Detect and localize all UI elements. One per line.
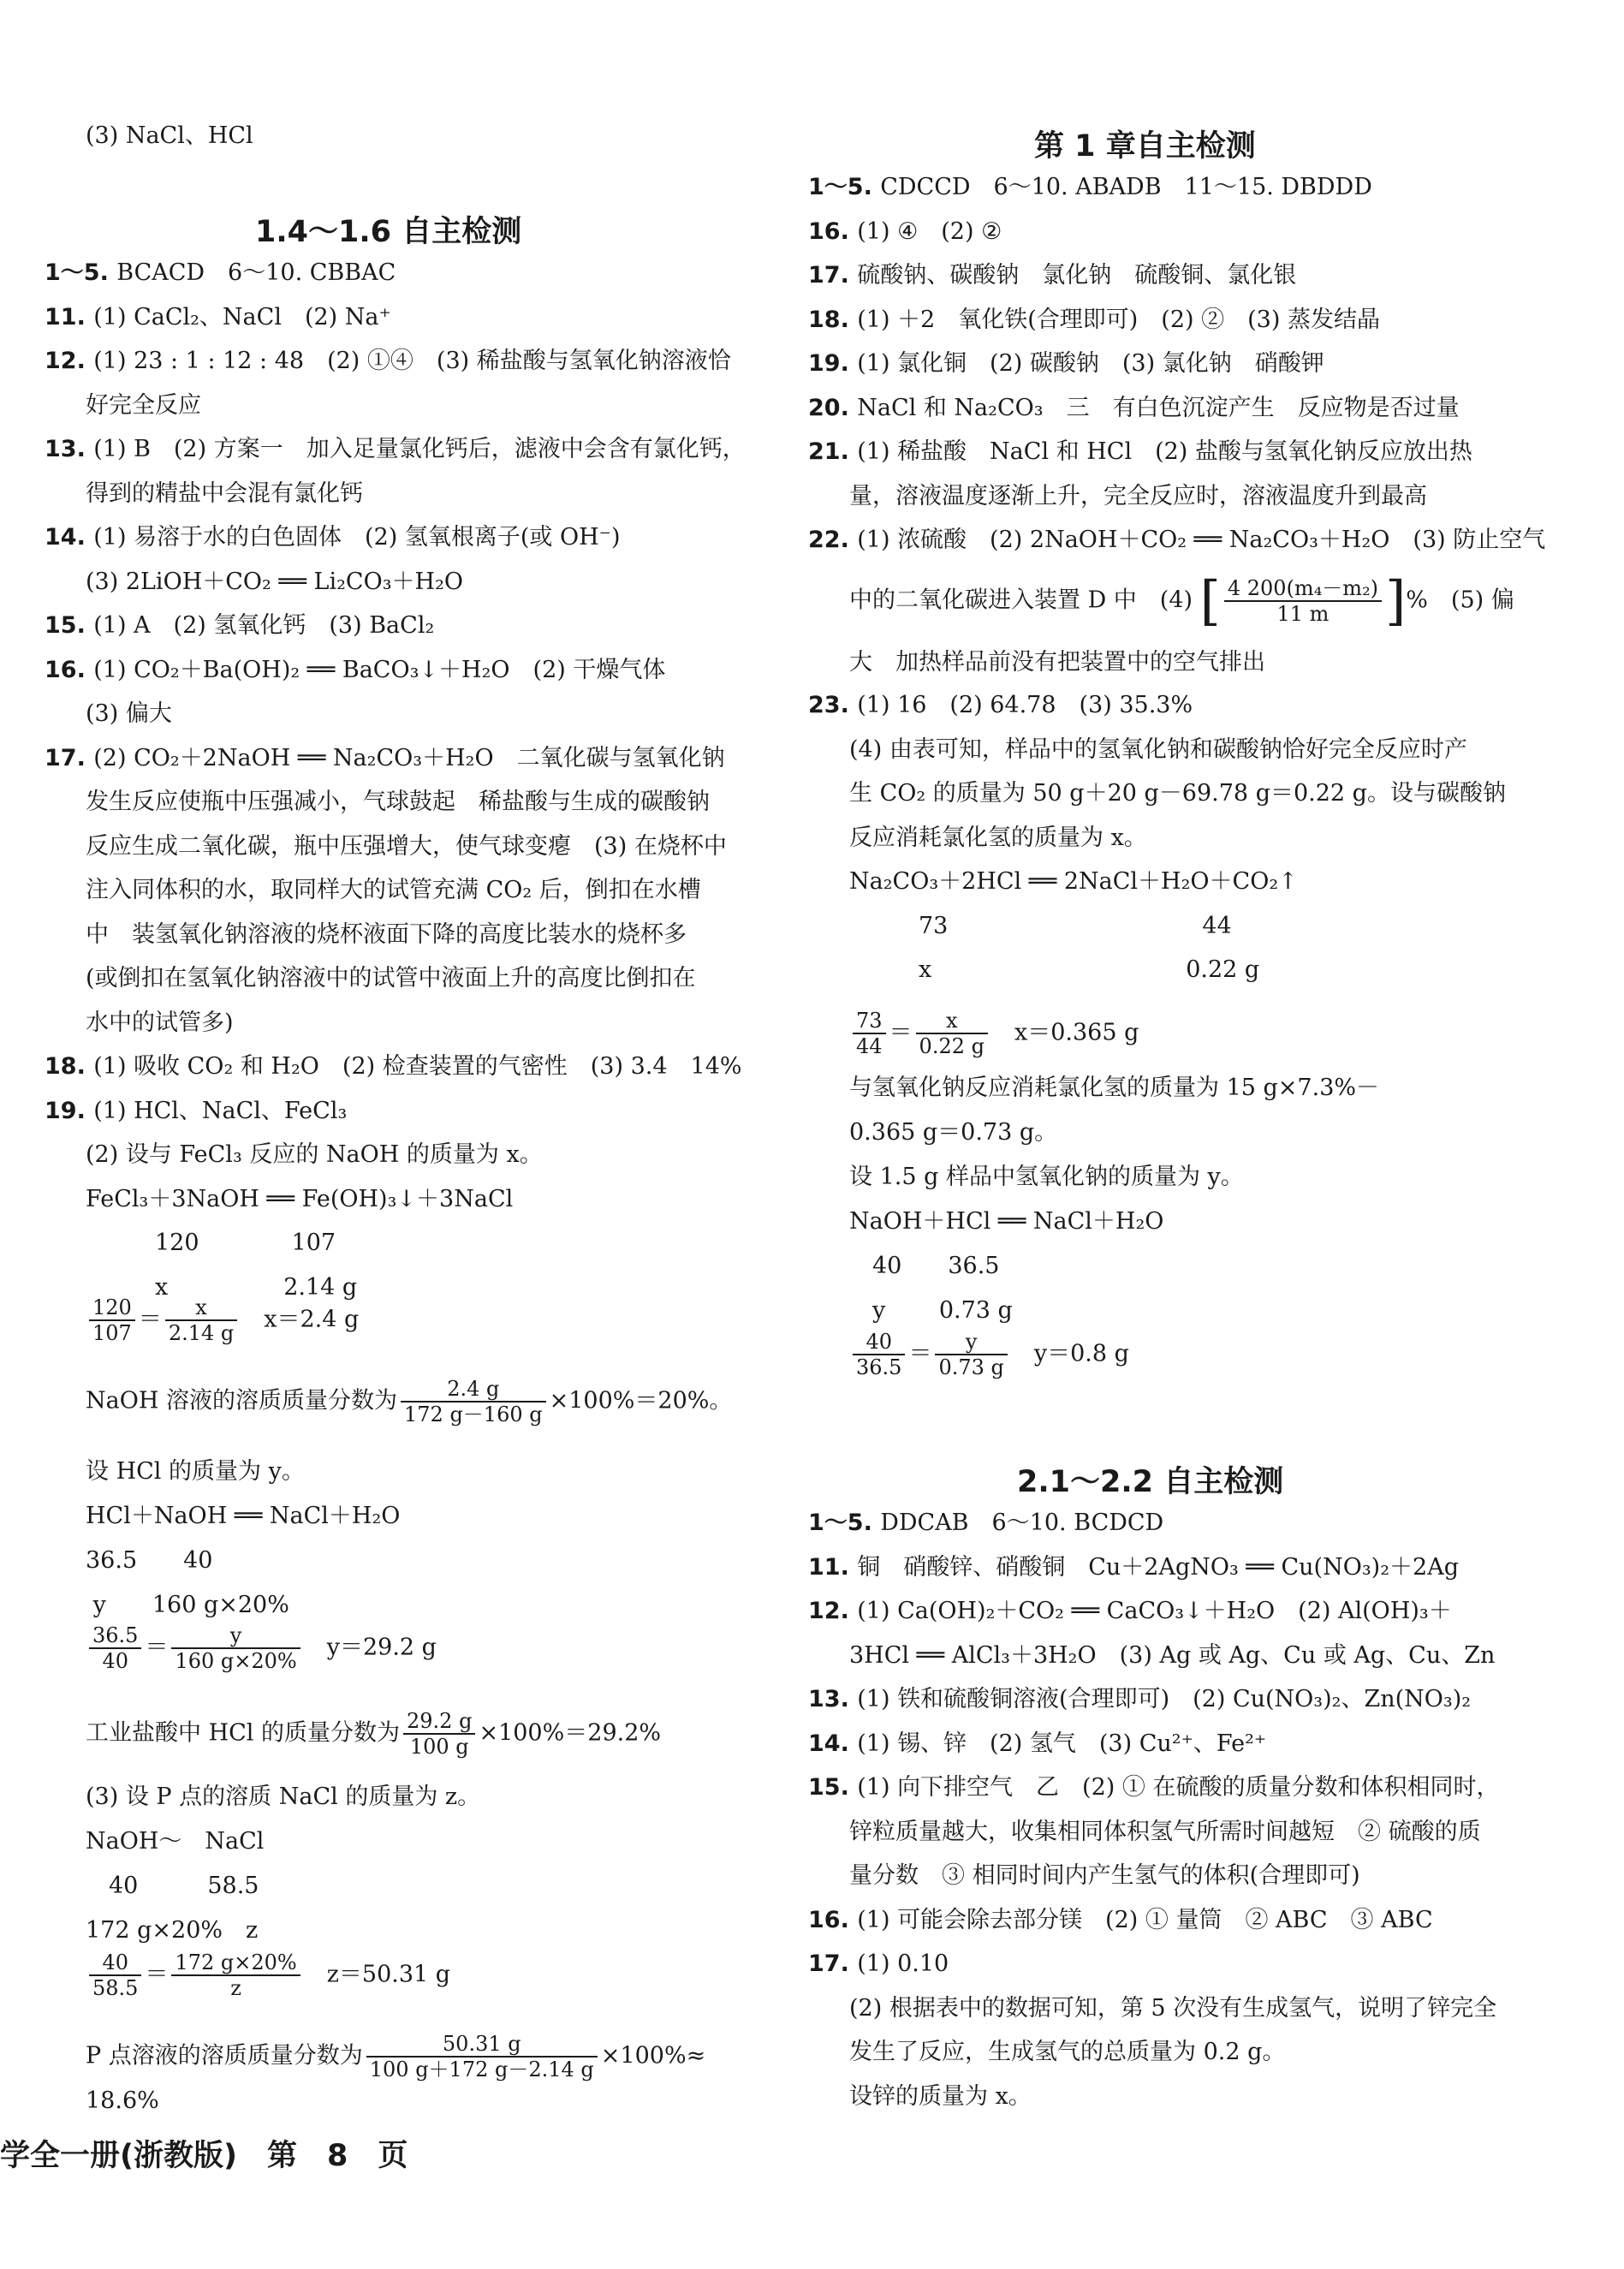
answer-text: Na₂CO₃＋2HCl ══ 2NaCl＋H₂O＋CO₂↑ xyxy=(849,868,1298,895)
answer-text: (或倒扣在氢氧化钠溶液中的试管中液面上升的高度比倒扣在 xyxy=(86,965,696,992)
fraction xyxy=(935,1331,1007,1378)
answer-line xyxy=(86,832,727,860)
text-line: 与氢氧化钠反应消耗氯化氢的质量为 15 g×7.3%－ xyxy=(849,1075,1380,1101)
answer-text: 120 107 xyxy=(86,1230,336,1256)
fraction xyxy=(1224,578,1382,624)
answer-line xyxy=(808,352,1324,375)
page-footer: 学全一册(浙教版) 第 8 页 xyxy=(0,2139,408,2173)
answer-text: (1) 浓硫酸 (2) 2NaOH＋CO₂ ══ Na₂CO₃＋H₂O (3) 防止空气 xyxy=(857,527,1546,553)
answer-line xyxy=(849,2040,1285,2064)
result: z＝50.31 g xyxy=(326,1961,451,1988)
denominator: 2.14 g xyxy=(168,1321,235,1345)
denominator: 160 g×20% xyxy=(175,1649,297,1673)
answer-text: 73 44 xyxy=(849,912,1232,939)
result: ×100%≈ xyxy=(600,2042,706,2069)
question-number: 19. xyxy=(808,350,858,377)
result: ×100%＝20%。 xyxy=(549,1387,733,1414)
question-number: 19. xyxy=(45,1097,94,1124)
question-number: 16. xyxy=(45,656,94,683)
row-line: 40 58.5 xyxy=(86,1873,259,1899)
answer-line xyxy=(45,744,725,771)
answer-line xyxy=(86,920,687,948)
answer-line xyxy=(808,528,1545,551)
equation-line: NaOH～ NaCl xyxy=(86,1828,265,1855)
question-number: 12. xyxy=(45,348,94,374)
answer-text: (1) CaCl₂、NaCl (2) Na⁺ xyxy=(93,303,391,331)
answer-text: (2) 根据表中的数据可知，第 5 次没有生成氢气，说明了锌完全 xyxy=(849,1994,1497,2022)
answer-line xyxy=(808,440,1472,463)
answer-text: 发生反应使瓶中压强减小，气球鼓起 稀盐酸与生成的碳酸钠 xyxy=(86,789,710,815)
answer-text: 反应生成二氧化碳，瓶中压强增大，使气球变瘪 (3) 在烧杯中 xyxy=(86,832,727,860)
fraction xyxy=(401,1379,546,1425)
answer-line xyxy=(45,438,746,461)
answer-line xyxy=(808,1553,1459,1581)
answer-line xyxy=(808,396,1460,420)
answer-line xyxy=(849,735,1467,763)
numerator: 73 xyxy=(853,1010,886,1034)
answer-line xyxy=(808,264,1296,287)
answer-text: (1) 稀盐酸 NaCl 和 HCl (2) 盐酸与氢氧化钠反应放出热 xyxy=(857,438,1472,465)
answer-text: 量分数 ③ 相同时间内产生氢气的体积(合理即可) xyxy=(849,1862,1360,1889)
answer-text: 注入同体积的水，取同样大的试管充满 CO₂ 后，倒扣在水槽 xyxy=(86,877,701,903)
denominator: 36.5 xyxy=(856,1355,902,1379)
question-number: 18. xyxy=(808,306,858,333)
answer-text: DDCAB 6～10. BCDCD xyxy=(880,1510,1164,1536)
numerator: 50.31 g xyxy=(366,2034,598,2058)
answer-text: FeCl₃＋3NaOH ══ Fe(OH)₃↓＋3NaCl xyxy=(86,1185,514,1212)
question-number: 13. xyxy=(45,436,94,462)
answer-line xyxy=(849,1820,1481,1843)
answer-text: 铜 硝酸锌、硝酸铜 Cu＋2AgNO₃ ══ Cu(NO₃)₂＋2Ag xyxy=(857,1553,1459,1581)
answer-line xyxy=(849,2082,1032,2110)
equation-line: NaOH＋HCl ══ NaCl＋H₂O xyxy=(849,1208,1164,1235)
question-number: 12. xyxy=(808,1598,858,1624)
answer-line xyxy=(86,702,172,725)
result: ×100%＝29.2% xyxy=(479,1719,662,1747)
question-number: 17. xyxy=(808,1950,858,1977)
answer-line xyxy=(849,1994,1497,2022)
question-number: 20. xyxy=(808,394,858,421)
result: x＝2.4 g xyxy=(264,1306,360,1333)
row-line: 40 36.5 xyxy=(849,1253,1000,1279)
result: y＝0.8 g xyxy=(1033,1340,1129,1367)
answer-text: 中 装氢氧化钠溶液的烧杯液面下降的高度比装水的烧杯多 xyxy=(86,920,687,948)
question-number: 14. xyxy=(808,1730,858,1757)
answer-text: (3) 2LiOH＋CO₂ ══ Li₂CO₃＋H₂O xyxy=(86,568,464,595)
answer-line xyxy=(86,878,701,902)
answer-line xyxy=(808,694,1193,717)
answer-line xyxy=(849,1641,1496,1669)
answer-line xyxy=(45,349,731,372)
text-line: 18.6% xyxy=(86,2087,159,2114)
answer-text: 得到的精盐中会混有氯化钙 xyxy=(86,479,363,507)
answer-line xyxy=(849,914,1232,938)
result: y＝29.2 g xyxy=(326,1634,437,1661)
answer-line xyxy=(86,1011,234,1034)
text: P 点溶液的溶质质量分数为 xyxy=(86,2042,363,2069)
question-number: 15. xyxy=(45,612,94,639)
answer-line xyxy=(45,303,391,331)
answer-text: (1) 向下排空气 乙 (2) ① 在硫酸的质量分数和体积相同时， xyxy=(857,1774,1500,1801)
fraction xyxy=(89,1625,141,1671)
text-line: 0.365 g＝0.73 g。 xyxy=(849,1119,1058,1146)
answer-line xyxy=(808,1511,1163,1534)
answer-line xyxy=(849,826,1147,849)
denominator: 100 g＋172 g－2.14 g xyxy=(369,2058,594,2081)
frac-line: $\frac{40}{58.5}$ ＝ $\frac{172 g\times 20\%}{z}$ z＝50.31 g xyxy=(86,1952,450,1998)
bracket-left: [ xyxy=(1199,569,1221,632)
answer-text: (1) 可能会除去部分镁 (2) ① 量筒 ② ABC ③ ABC xyxy=(857,1906,1433,1933)
answer-line xyxy=(86,1185,514,1212)
question-number: 17. xyxy=(808,262,858,289)
answer-text: (1) 氯化铜 (2) 碳酸钠 (3) 氯化钠 硝酸钾 xyxy=(857,350,1324,377)
answer-text: 硫酸钠、碳酸钠 氯化钠 硫酸铜、氯化银 xyxy=(857,262,1297,289)
answer-line xyxy=(808,176,1372,199)
text-line: 设 HCl 的质量为 y。 xyxy=(86,1458,305,1485)
numerator: 4 200(m₄－m₂) xyxy=(1224,578,1382,602)
numerator: x xyxy=(916,1010,988,1034)
naoh-fraction-line xyxy=(86,1379,732,1425)
p-fraction-line xyxy=(86,2034,705,2080)
answer-line xyxy=(86,967,696,990)
answer-line xyxy=(849,1864,1360,1887)
text: 工业盐酸中 HCl 的质量分数为 xyxy=(86,1719,401,1747)
numerator: 29.2 g xyxy=(403,1711,475,1735)
denominator: z xyxy=(230,1976,241,2000)
question-number: 18. xyxy=(45,1053,94,1080)
answer-text: 3HCl ══ AlCl₃＋3H₂O (3) Ag 或 Ag、Cu 或 Ag、Cu、Zn xyxy=(849,1641,1496,1669)
numerator: 40 xyxy=(853,1331,905,1355)
question-number: 1～5. xyxy=(808,1510,881,1536)
answer-line xyxy=(849,870,1298,893)
answer-text: (1) ④ (2) ② xyxy=(857,217,1002,245)
bracket-right: ] xyxy=(1385,569,1407,632)
q22-line-b xyxy=(849,569,1514,632)
denominator: 40 xyxy=(102,1649,128,1673)
answer-text: x 2.14 g xyxy=(86,1273,358,1301)
question-number: 1～5. xyxy=(808,174,881,200)
text: NaOH 溶液的溶质质量分数为 xyxy=(86,1387,397,1414)
answer-line xyxy=(45,1055,742,1078)
answer-line xyxy=(86,790,710,813)
answer-text: (1) HCl、NaCl、FeCl₃ xyxy=(93,1097,348,1124)
frac-line: $\frac{36.5}{40}$ ＝ $\frac{y}{160 g\times 20\%}$ y＝29.2 g xyxy=(86,1625,437,1671)
answer-line xyxy=(45,526,620,549)
answer-text: (1) B (2) 方案一 加入足量氯化钙后，滤液中会含有氯化钙， xyxy=(93,436,746,462)
answer-text: (1) Ca(OH)₂＋CO₂ ══ CaCO₃↓＋H₂O (2) Al(OH)₃＋ xyxy=(857,1598,1452,1624)
numerator: y xyxy=(171,1625,300,1649)
fraction xyxy=(89,1297,135,1343)
answer-text: 量，溶液温度逐渐上升，完全反应时，溶液温度升到最高 xyxy=(849,482,1427,509)
section-title-2-1-2-2: 2.1～2.2 自主检测 xyxy=(1017,1465,1284,1499)
frac-line: $\frac{120}{107}$ ＝ $\frac{x}{2.14 g}$ x＝2.4 g xyxy=(86,1297,359,1343)
text: % (5) 偏 xyxy=(1406,587,1514,614)
section-title-1-4-1-6: 1.4～1.6 自主检测 xyxy=(255,215,522,249)
denominator: 58.5 xyxy=(92,1976,139,2000)
answer-text: (1) CO₂＋Ba(OH)₂ ══ BaCO₃↓＋H₂O (2) 干燥气体 xyxy=(93,656,666,683)
answer-line xyxy=(86,570,463,593)
result: x＝0.365 g xyxy=(1014,1019,1139,1046)
answer-text: (3) 偏大 xyxy=(86,700,172,727)
answer-line xyxy=(45,1099,347,1123)
denominator: 0.22 g xyxy=(919,1034,985,1058)
numerator: y xyxy=(935,1331,1007,1355)
question-number: 13. xyxy=(808,1686,858,1712)
question-number: 17. xyxy=(45,744,94,771)
question-number: 16. xyxy=(808,217,858,245)
numerator: 40 xyxy=(89,1952,141,1976)
row-line: y 160 g×20% xyxy=(86,1592,289,1618)
answer-line xyxy=(45,614,434,637)
question-number: 22. xyxy=(808,527,858,553)
answer-line xyxy=(808,1732,1266,1755)
answer-text: 水中的试管多) xyxy=(86,1009,234,1036)
question-number: 21. xyxy=(808,438,858,465)
question-number: 14. xyxy=(45,524,94,551)
question-number: 16. xyxy=(808,1906,858,1933)
numerator: 172 g×20% xyxy=(171,1952,300,1976)
text: 中的二氧化碳进入装置 D 中 (4) xyxy=(849,587,1193,614)
denominator: 107 xyxy=(92,1321,132,1345)
answer-line xyxy=(849,482,1427,509)
answer-text: 反应消耗氯化氢的质量为 x。 xyxy=(849,824,1147,851)
section-title-chapter-1: 第 1 章自主检测 xyxy=(1034,129,1256,164)
answer-line xyxy=(808,1776,1499,1799)
fraction xyxy=(403,1711,475,1757)
answer-line xyxy=(86,391,201,419)
answer-text: 锌粒质量越大，收集相同体积氢气所需时间越短 ② 硫酸的质 xyxy=(849,1818,1481,1845)
answer-line xyxy=(808,1599,1452,1623)
numerator: x xyxy=(165,1297,237,1321)
answer-text: (1) 16 (2) 64.78 (3) 35.3% xyxy=(857,692,1193,718)
frac-line: $\frac{40}{36.5}$ ＝ $\frac{y}{0.73 g}$ y＝0.8 g xyxy=(849,1331,1129,1378)
denominator: 11 m xyxy=(1276,602,1330,626)
answer-text: (1) 吸收 CO₂ 和 H₂O (2) 检查装置的气密性 (3) 3.4 14% xyxy=(93,1053,742,1080)
denominator: 0.73 g xyxy=(938,1355,1004,1379)
fraction xyxy=(171,1952,300,1998)
answer-text: 生 CO₂ 的质量为 50 g＋20 g－69.78 g＝0.22 g。设与碳酸钠 xyxy=(849,780,1506,807)
denominator: 44 xyxy=(856,1034,883,1058)
answer-text: (4) 由表可知，样品中的氢氧化钠和碳酸钠恰好完全反应时产 xyxy=(849,735,1467,763)
question-number: 1～5. xyxy=(45,259,117,286)
answer-text: (2) CO₂＋2NaOH ══ Na₂CO₃＋H₂O 二氧化碳与氢氧化钠 xyxy=(93,744,725,771)
answer-text: (1) 锡、锌 (2) 氢气 (3) Cu²⁺、Fe²⁺ xyxy=(857,1730,1267,1757)
answer-line xyxy=(86,1231,336,1254)
answer-text: (1) 铁和硫酸铜溶液(合理即可) (2) Cu(NO₃)₂、Zn(NO₃)₂ xyxy=(857,1686,1472,1712)
numerator: 36.5 xyxy=(89,1625,141,1649)
answer-line xyxy=(86,479,363,507)
fraction xyxy=(171,1625,300,1671)
fraction xyxy=(916,1010,988,1057)
answer-text: 好完全反应 xyxy=(86,391,201,419)
answer-text: (1) 易溶于水的白色固体 (2) 氢氧根离子(或 OH⁻) xyxy=(93,524,621,551)
answer-text: NaCl 和 Na₂CO₃ 三 有白色沉淀产生 反应物是否过量 xyxy=(857,394,1460,421)
frac-line: $\frac{73}{44}$ ＝ $\frac{x}{0.22 g}$ x＝0.365 g xyxy=(849,1010,1139,1057)
text-line: 设 1.5 g 样品中氢氧化钠的质量为 y。 xyxy=(849,1164,1244,1190)
answer-text: 发生了反应，生成氢气的总质量为 0.2 g。 xyxy=(849,2039,1286,2065)
answer-line xyxy=(808,308,1380,331)
numerator: 120 xyxy=(89,1297,135,1321)
answer-line xyxy=(86,1143,543,1166)
left-top-line: (3) NaCl、HCl xyxy=(86,122,253,149)
numerator: 2.4 g xyxy=(401,1379,546,1402)
fraction xyxy=(89,1952,141,1998)
denominator: 172 g－160 g xyxy=(404,1402,543,1426)
answer-line xyxy=(849,958,1259,981)
answer-line xyxy=(849,782,1506,805)
answer-text: BCACD 6～10. CBBAC xyxy=(116,259,396,286)
answer-line xyxy=(45,261,396,284)
fraction xyxy=(165,1297,237,1343)
answer-line xyxy=(808,1952,949,1975)
answer-line xyxy=(45,658,665,682)
answer-text: (2) 设与 FeCl₃ 反应的 NaOH 的质量为 x。 xyxy=(86,1141,543,1168)
fraction xyxy=(853,1010,886,1057)
answer-line xyxy=(808,1906,1433,1933)
question-number: 11. xyxy=(808,1553,858,1581)
fraction xyxy=(366,2034,598,2080)
answer-text: x 0.22 g xyxy=(849,956,1260,983)
question-number: 15. xyxy=(808,1774,858,1801)
question-number: 11. xyxy=(45,303,94,331)
row-line: 36.5 40 xyxy=(86,1547,213,1574)
text-line: (3) 设 P 点的溶质 NaCl 的质量为 z。 xyxy=(86,1784,481,1810)
answer-text: CDCCD 6～10. ABADB 11～15. DBDDD xyxy=(880,174,1372,200)
answer-text: (1) A (2) 氢氧化钙 (3) BaCl₂ xyxy=(93,612,435,639)
answer-line xyxy=(808,1688,1471,1711)
answer-text: 设锌的质量为 x。 xyxy=(849,2082,1032,2110)
denominator: 100 g xyxy=(409,1735,469,1759)
industrial-hcl-line xyxy=(86,1711,661,1757)
row-line: 172 g×20% z xyxy=(86,1917,259,1944)
question-number: 23. xyxy=(808,692,858,718)
equation-line: HCl＋NaOH ══ NaCl＋H₂O xyxy=(86,1503,401,1529)
answer-line xyxy=(808,217,1002,245)
text-line: 大 加热样品前没有把装置中的空气排出 xyxy=(849,649,1265,676)
answer-text: (1) 23 : 1 : 12 : 48 (2) ①④ (3) 稀盐酸与氢氧化钠溶液恰 xyxy=(93,348,731,374)
answer-text: (1) 0.10 xyxy=(857,1950,949,1977)
fraction xyxy=(853,1331,905,1378)
row-line: y 0.73 g xyxy=(849,1297,1013,1324)
answer-text: (1) ＋2 氧化铁(合理即可) (2) ② (3) 蒸发结晶 xyxy=(857,306,1380,333)
